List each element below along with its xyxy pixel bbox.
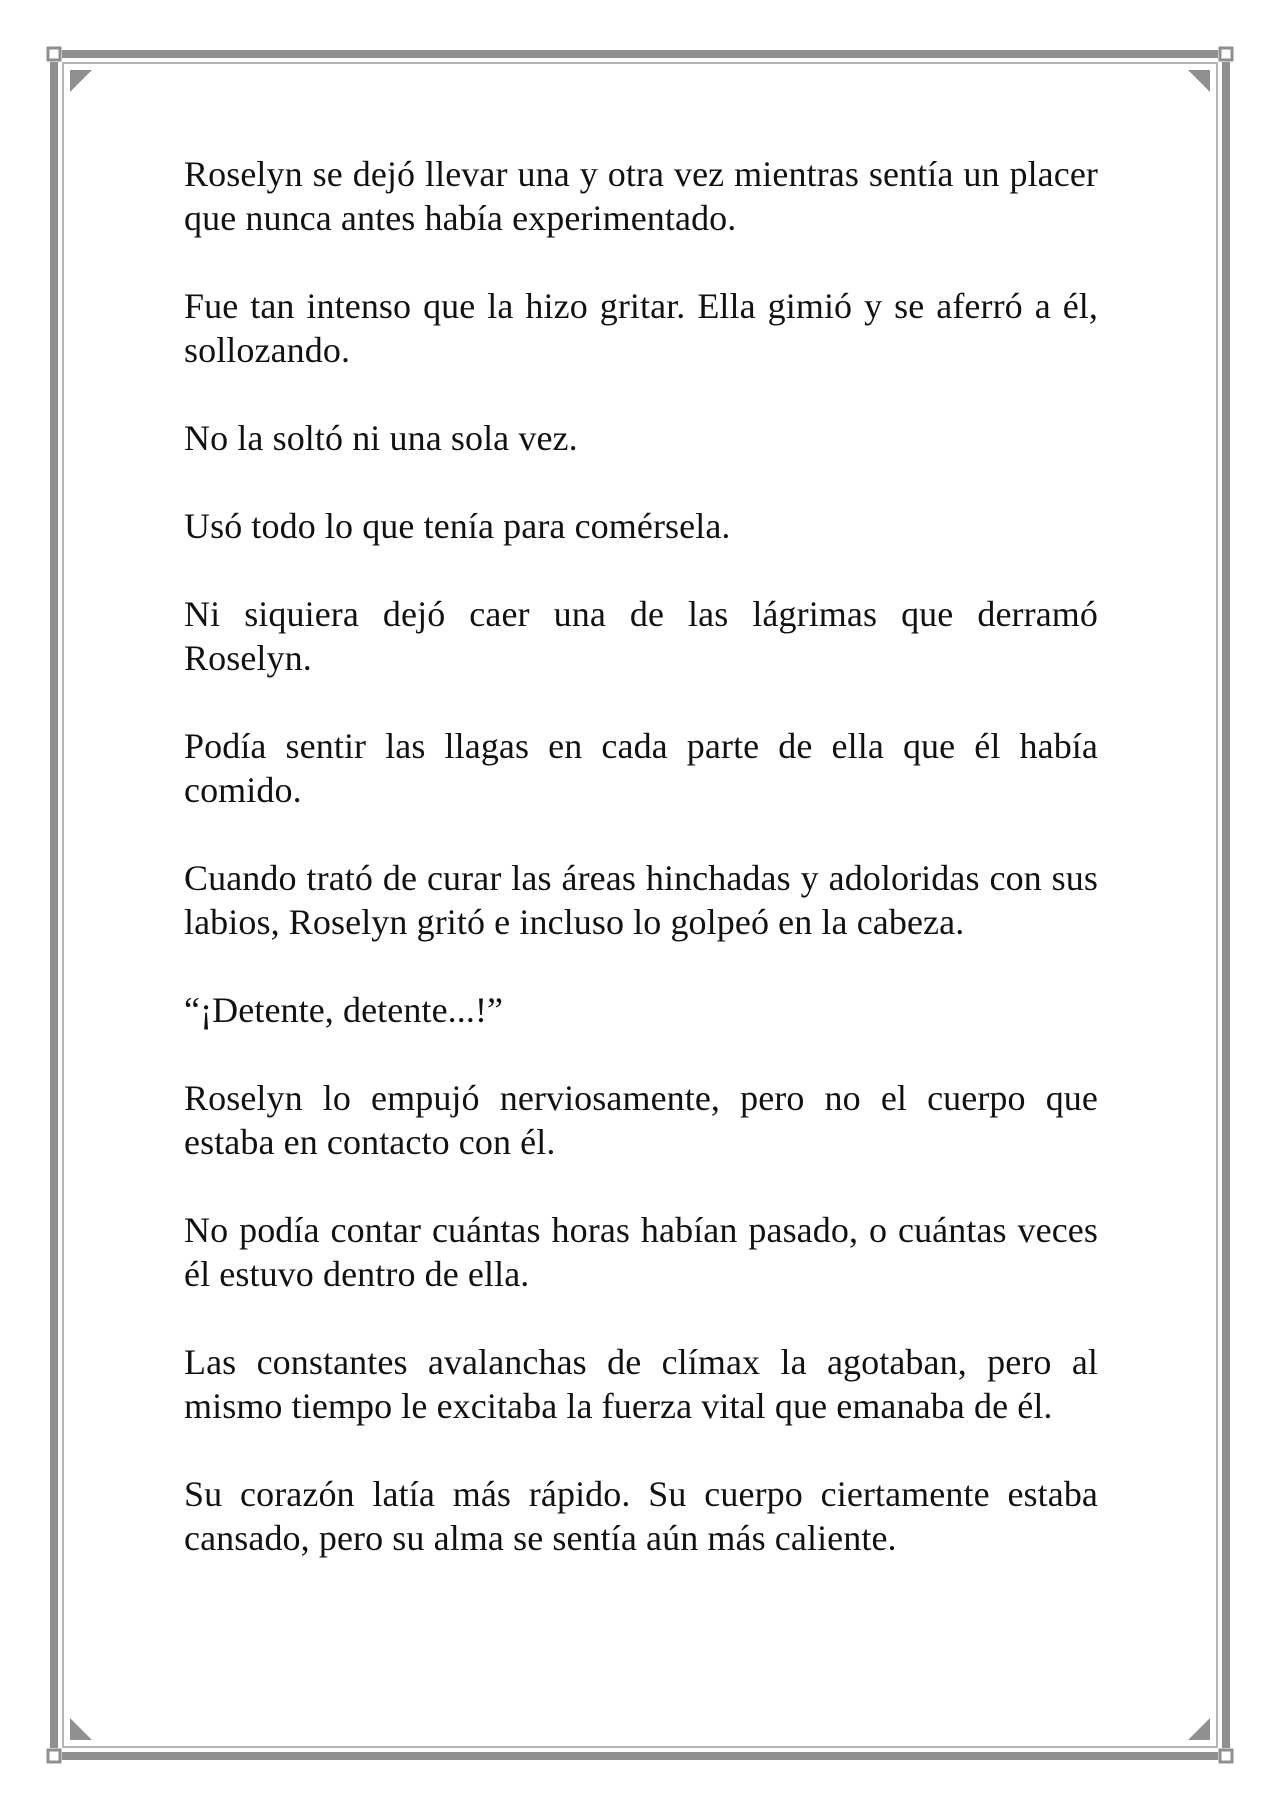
paragraph: Las constantes avalanchas de clímax la agotaban, pero al mismo tiempo le excitaba la fuerza vital que emanaba de él. <box>184 1342 1098 1426</box>
paragraph: No podía contar cuántas horas habían pasado, o cuántas veces él estuvo dentro de ella. <box>184 1210 1098 1294</box>
paragraph: Su corazón latía más rápido. Su cuerpo ciertamente estaba cansado, pero su alma se sentía aún más caliente. <box>184 1474 1098 1558</box>
paragraph: Usó todo lo que tenía para comérsela. <box>184 506 731 546</box>
paragraph: Roselyn lo empujó nerviosamente, pero no el cuerpo que estaba en contacto con él. <box>184 1078 1098 1162</box>
paragraph: Podía sentir las llagas en cada parte de ella que él había comido. <box>184 726 1098 810</box>
dialogue-paragraph: “¡Detente, detente...!” <box>184 990 504 1030</box>
paragraph: Ni siquiera dejó caer una de las lágrimas que derramó Roselyn. <box>184 594 1098 678</box>
paragraph: No la soltó ni una sola vez. <box>184 418 578 458</box>
paragraph: Fue tan intenso que la hizo gritar. Ella gimió y se aferró a él, sollozando. <box>184 286 1098 370</box>
paragraph: Roselyn se dejó llevar una y otra vez mientras sentía un placer que nunca antes había experimentado. <box>184 154 1098 238</box>
paragraph: Cuando trató de curar las áreas hinchadas y adoloridas con sus labios, Roselyn gritó e incluso lo golpeó en la cabeza. <box>184 858 1098 942</box>
page-body <box>184 152 1098 1604</box>
